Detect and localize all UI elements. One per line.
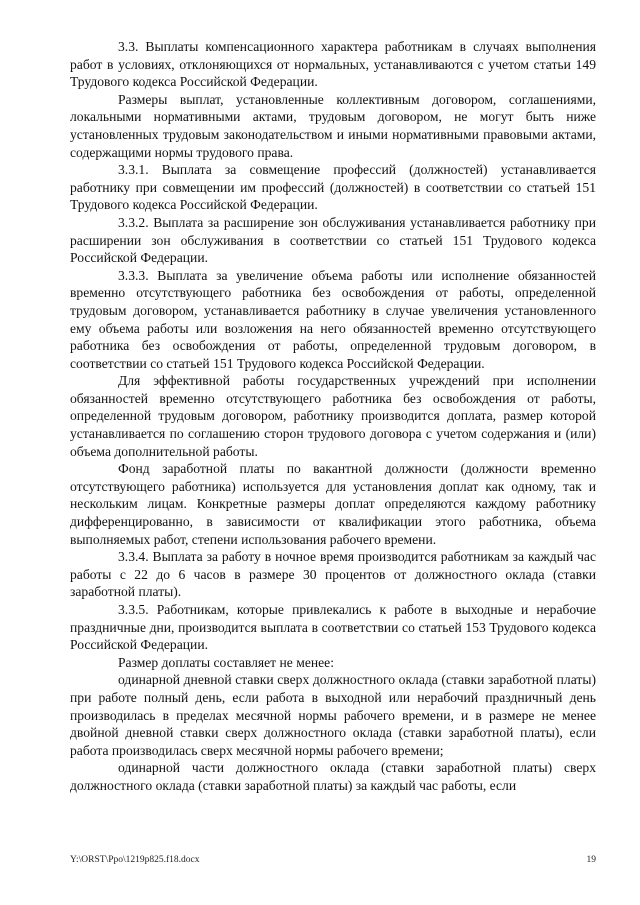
paragraph-salary-fund: Фонд заработной платы по вакантной должности (должности временно отсутствующего работника) используется для установления доплат как одному, так и нескольким лицам. Конкретные размеры доплат определяются каждому работнику дифференцированно, в зависимости от квалификации этого работника, объема выполняемых работ, степени использования рабочего времени. <box>70 461 596 547</box>
paragraph-single-part-rate: одинарной части должностного оклада (ставки заработной платы) сверх должностного оклада (ставки заработной платы) за каждый час работы, если <box>70 760 596 793</box>
paragraph-effective-work: Для эффективной работы государственных учреждений при исполнении обязанностей временно отсутствующего работника без освобождения от работы, определенной трудовым договором, работнику производится доплата, размер которой устанавливается по соглашению сторон трудового договора с учетом содержания и (или) объема дополнительной работы. <box>70 373 596 459</box>
paragraph-payment-sizes: Размеры выплат, установленные коллективным договором, соглашениями, локальными нормативными актами, трудовым договором, не могут быть ниже установленных трудовым законодательством и иными нормативными правовыми актами, содержащими нормы трудового права. <box>70 91 596 160</box>
document-body <box>70 38 596 795</box>
paragraph-3-3: 3.3. Выплаты компенсационного характера работникам в случаях выполнения работ в условиях, отклоняющихся от нормальных, устанавливаются с учетом статьи 149 Трудового кодекса Российской Федерации. <box>70 39 596 90</box>
paragraph-3-3-5: 3.3.5. Работникам, которые привлекались к работе в выходные и нерабочие праздничные дни, производится выплата в соответствии со статьей 153 Трудового кодекса Российской Федерации. <box>70 602 596 653</box>
paragraph-3-3-2: 3.3.2. Выплата за расширение зон обслуживания устанавливается работнику при расширении зон обслуживания в соответствии со статьей 151 Трудового кодекса Российской Федерации. <box>70 214 596 266</box>
paragraph-3-3-1: 3.3.1. Выплата за совмещение профессий (должностей) устанавливается работнику при совмещении им профессий (должностей) в соответствии со статьей 151 Трудового кодекса Российской Федерации. <box>70 162 596 213</box>
paragraph-single-day-rate: одинарной дневной ставки сверх должностного оклада (ставки заработной платы) при работе полный день, если работа в выходной или нерабочий праздничный день производилась в пределах месячной нормы рабочего времени, и в размере не менее двойной дневной ставки сверх должностного оклада (ставки заработной платы), если работа производилась сверх месячной нормы рабочего времени; <box>70 672 596 758</box>
page-number: 19 <box>586 855 596 865</box>
paragraph-3-3-4: 3.3.4. Выплата за работу в ночное время производится работникам за каждый час работы с 22 до 6 часов в размере 30 процентов от должностного оклада (ставки заработной платы). <box>70 549 596 600</box>
paragraph-3-3-3: 3.3.3. Выплата за увеличение объема работы или исполнение обязанностей временно отсутствующего работника без освобождения от работы, определенной трудовым договором, устанавливается работнику в случае увеличения установленного ему объема работы или возложения на него обязанностей временно отсутствующего работника без освобождения от работы, определенной трудовым договором, в соответствии со статьей 151 Трудового кодекса Российской Федерации. <box>70 267 596 371</box>
paragraph-surcharge-size: Размер доплаты составляет не менее: <box>118 654 334 670</box>
footer-file-path: Y:\ORST\Ppo\1219p825.f18.docx <box>70 855 200 865</box>
